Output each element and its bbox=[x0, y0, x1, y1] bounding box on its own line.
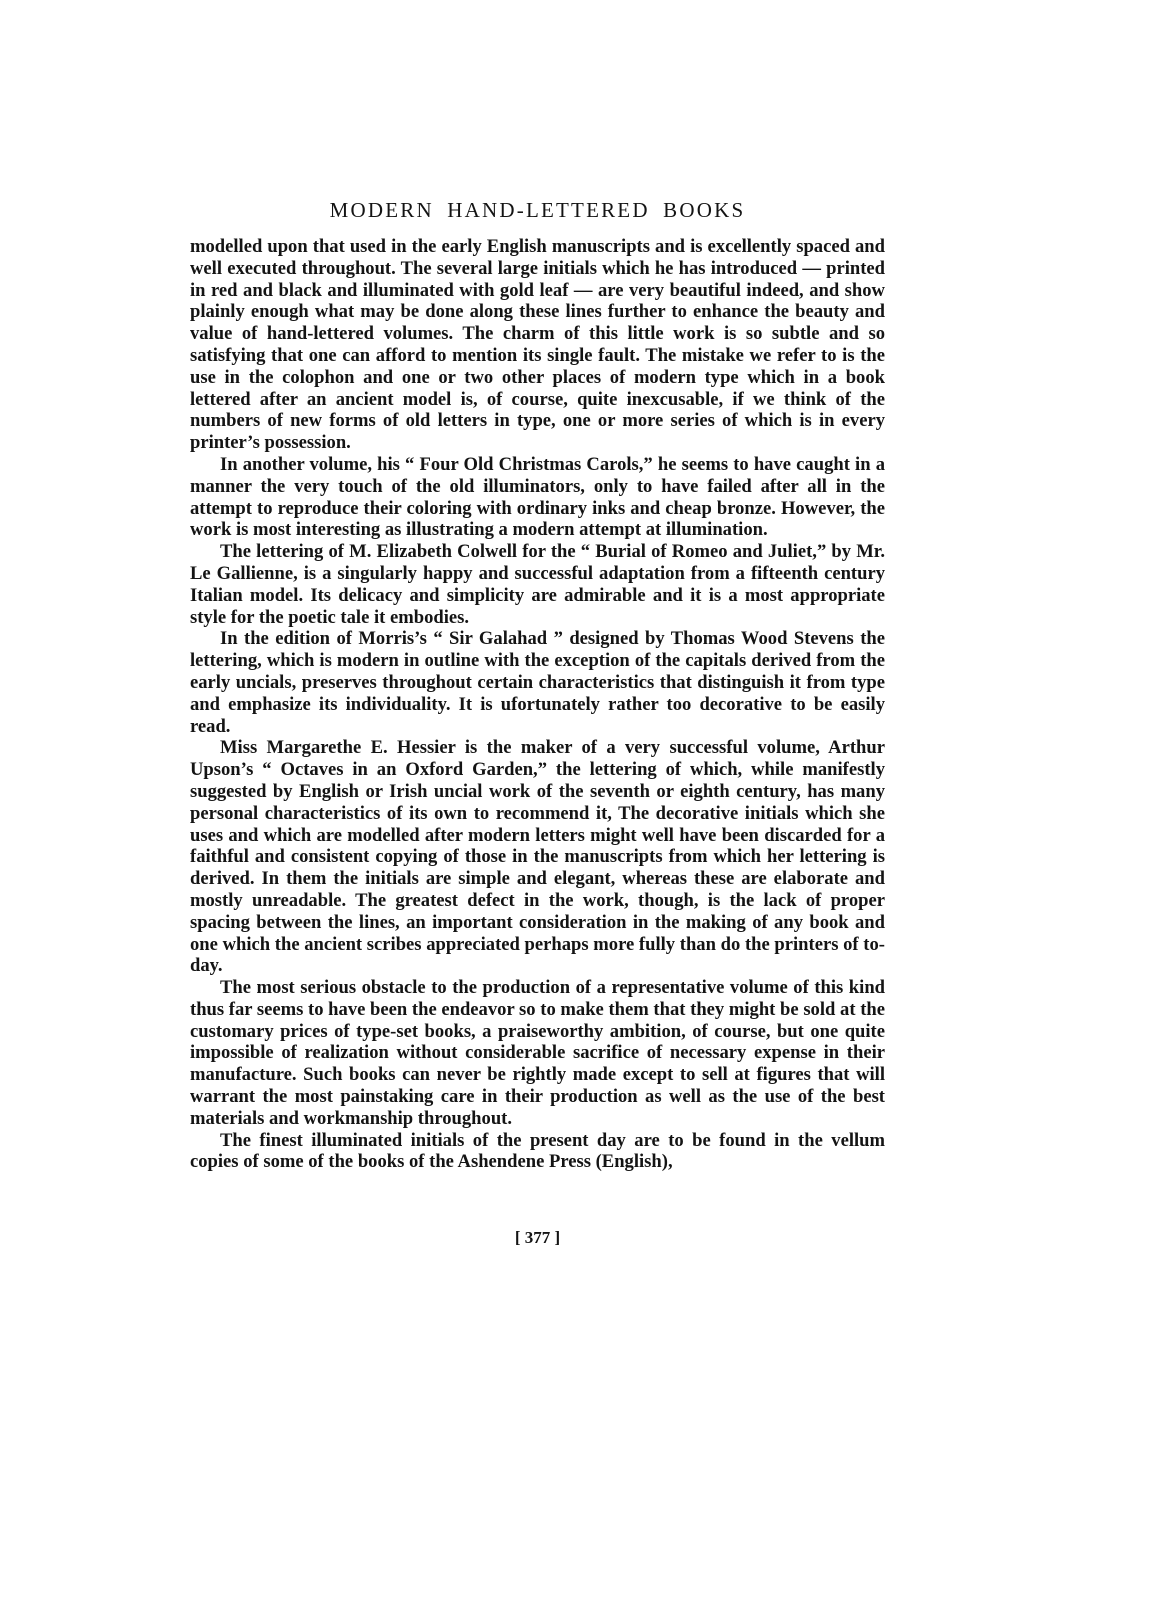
body-text bbox=[190, 236, 885, 1173]
paragraph-6: The most serious obstacle to the production of a representative volume of this kind thus far seems to have been the endeavor so to make them that they might be sold at the customary prices of type-set books, a praiseworthy ambition, of course, but one quite impossible of realization without considerable sacrifice of necessary expense in their manufacture. Such books can never be rightly made except to sell at figures that will warrant the most painstaking care in their production as well as the use of the best materials and workmanship throughout. bbox=[190, 977, 885, 1129]
paragraph-2: In another volume, his “ Four Old Christmas Carols,” he seems to have caught in a manner the very touch of the old illuminators, only to have failed after all in the attempt to reproduce their coloring with ordinary inks and cheap bronze. However, the work is most interesting as illustrating a modern attempt at illumination. bbox=[190, 453, 885, 541]
running-head-title: MODERN HAND-LETTERED BOOKS bbox=[329, 198, 746, 222]
paragraph-5: Miss Margarethe E. Hessier is the maker of a very successful volume, Arthur Upson’s “ Octaves in an Oxford Garden,” the lettering of which, while manifestly suggested by English or Irish uncial work of the seventh or eighth century, has many personal characteristics of its own to recommend it, The decorative initials which she uses and which are modelled after modern letters might well have been discarded for a faithful and consistent copying of those in the manuscripts from which her lettering is derived. In them the initials are simple and elegant, whereas these are elaborate and mostly unreadable. The greatest defect in the work, though, is the lack of proper spacing between the lines, an important consideration in the making of any book and one which the ancient scribes appreciated perhaps more fully than do the printers of to-day. bbox=[190, 737, 885, 977]
paragraph-4: In the edition of Morris’s “ Sir Galahad ” designed by Thomas Wood Stevens the lettering, which is modern in outline with the exception of the capitals derived from the early uncials, preserves throughout certain characteristics that distinguish it from type and emphasize its individuality. It is ufortunately rather too decorative to be easily read. bbox=[190, 628, 885, 737]
page-number: [ 377 ] bbox=[514, 1228, 561, 1247]
paragraph-3: The lettering of M. Elizabeth Colwell for the “ Burial of Romeo and Juliet,” by Mr. Le Gallienne, is a singularly happy and successful adaptation from a fifteenth century Italian model. Its delicacy and simplicity are admirable and it is a most appropriate style for the poetic tale it embodies. bbox=[190, 541, 885, 628]
paragraph-7: The finest illuminated initials of the present day are to be found in the vellum copies of some of the books of the Ashendene Press (English), bbox=[190, 1129, 885, 1173]
paragraph-1: modelled upon that used in the early English manuscripts and is excellently spaced and well executed throughout. The several large initials which he has introduced — printed in red and black and illuminated with gold leaf — are very beautiful indeed, and show plainly enough what may be done along these lines further to enhance the beauty and value of hand-lettered volumes. The charm of this little work is so subtle and so satisfying that one can afford to mention its single fault. The mistake we refer to is the use in the colophon and one or two other places of modern type which in a book lettered after an ancient model is, of course, quite inexcusable, if we think of the numbers of new forms of old letters in type, one or more series of which is in every printer’s possession. bbox=[190, 236, 885, 454]
